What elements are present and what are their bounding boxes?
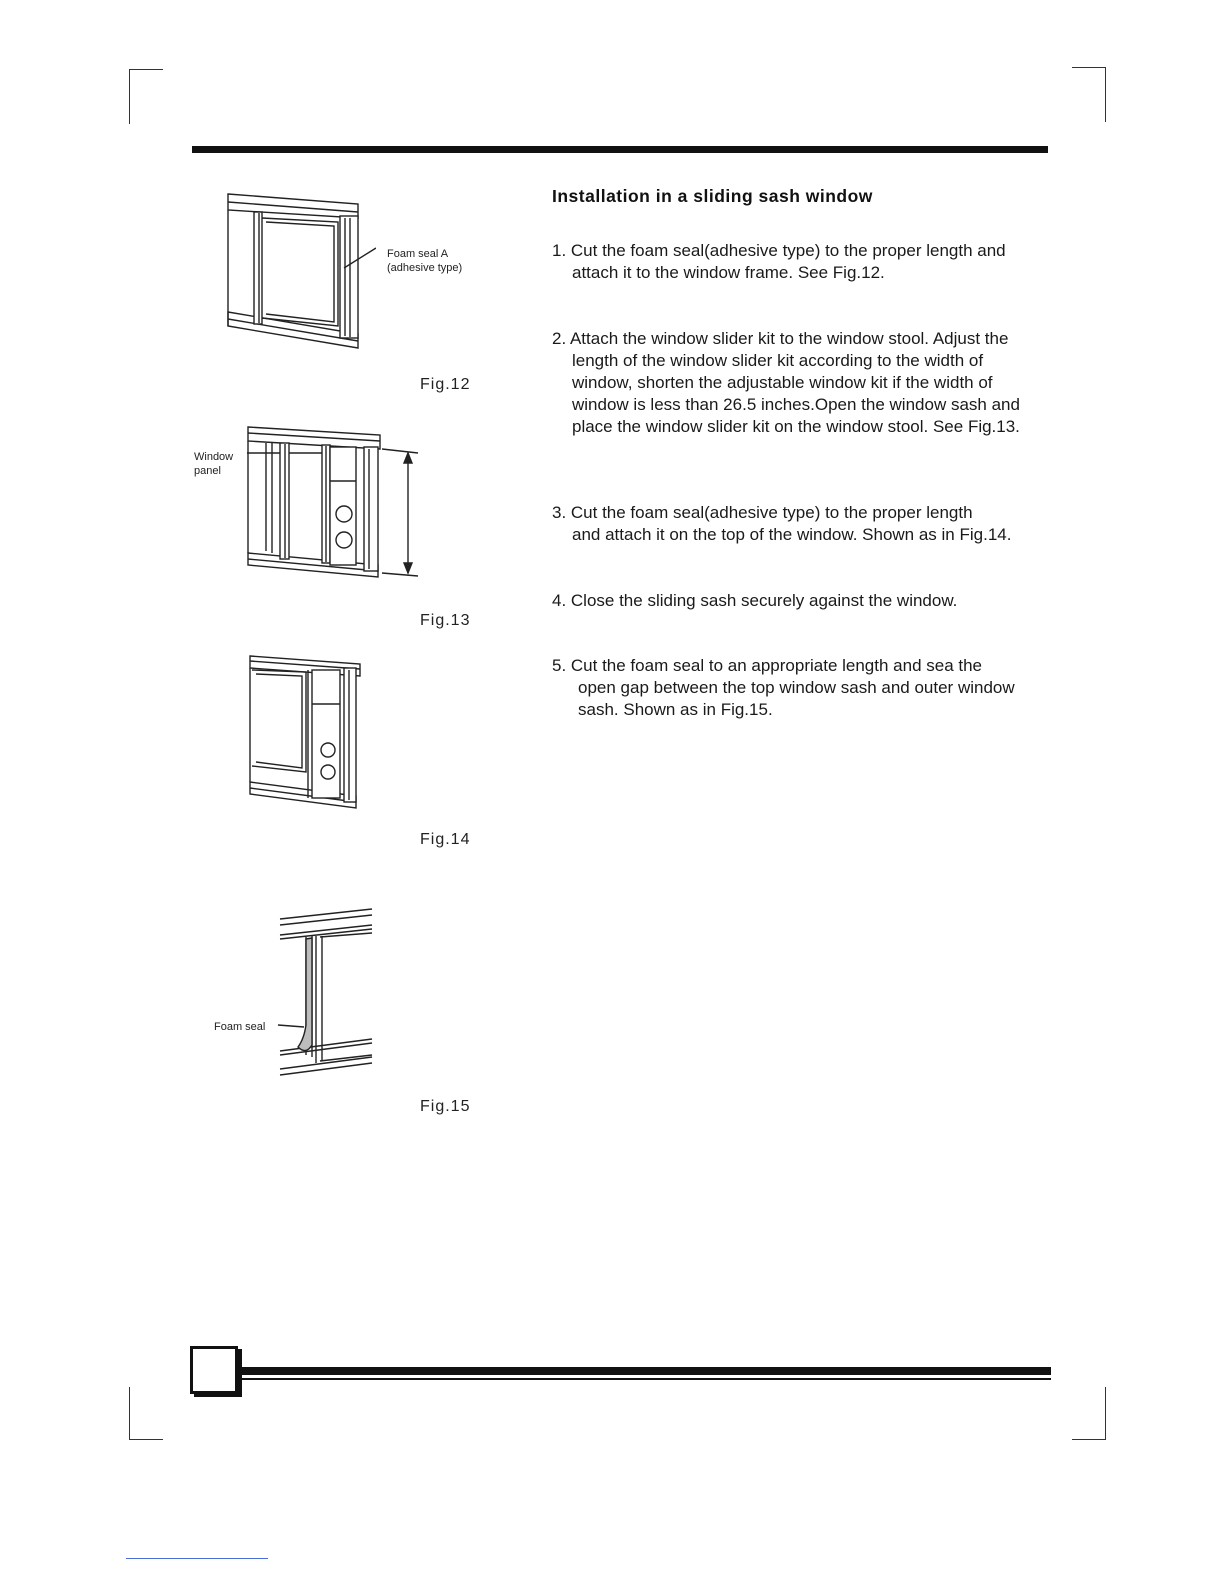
figure-12-callout-line2: (adhesive type): [387, 262, 463, 274]
step-2-line-3: window, shorten the adjustable window kit if the width of: [572, 373, 993, 392]
crop-mark-top-right: [1072, 67, 1106, 122]
figure-13-drawing: [192, 425, 422, 585]
step-4-line-1: 4. Close the sliding sash securely against the window.: [552, 591, 958, 610]
figure-14-drawing: [248, 654, 366, 814]
figure-15-caption: Fig.15: [420, 1098, 471, 1115]
step-5-line-3: sash. Shown as in Fig.15.: [578, 700, 773, 719]
step-2-line-1: 2. Attach the window slider kit to the window stool. Adjust the: [552, 329, 1009, 348]
section-heading: Installation in a sliding sash window: [552, 186, 873, 206]
footer-rule-thin: [236, 1378, 1051, 1380]
step-3-line-1: 3. Cut the foam seal(adhesive type) to the proper length: [552, 503, 973, 522]
step-3-line-2: and attach it on the top of the window. Shown as in Fig.14.: [572, 525, 1012, 544]
footer-underline: [126, 1558, 268, 1559]
figure-13-callout-line1: Window: [194, 451, 234, 463]
step-2-line-4: window is less than 26.5 inches.Open the window sash and: [572, 395, 1020, 414]
step-2-line-2: length of the window slider kit according to the width of: [572, 351, 984, 370]
figure-12-callout-line1: Foam seal A: [387, 248, 449, 260]
page-number-box: [190, 1346, 238, 1394]
header-rule: [192, 146, 1048, 153]
figure-13-caption: Fig.13: [420, 612, 471, 629]
figure-15-callout: Foam seal: [214, 1021, 266, 1033]
figure-13-callout-line2: panel: [194, 465, 221, 477]
step-1-line-1: 1. Cut the foam seal(adhesive type) to the proper length and: [552, 241, 1006, 260]
step-2: [552, 328, 1072, 438]
step-5-line-2: open gap between the top window sash and outer window: [578, 678, 1015, 697]
figure-13-callout: [194, 450, 233, 478]
figure-14-caption: Fig.14: [420, 831, 471, 848]
step-5-line-1: 5. Cut the foam seal to an appropriate length and sea the: [552, 656, 983, 675]
crop-mark-bottom-left: [129, 1387, 163, 1440]
step-5: [552, 655, 1072, 721]
footer-rule: [236, 1367, 1051, 1375]
figure-12-callout: [387, 247, 462, 275]
step-3: [552, 502, 1072, 546]
step-4: [552, 590, 1072, 612]
step-1: [552, 240, 1072, 284]
crop-mark-top-left: [129, 69, 163, 124]
instructions: [552, 186, 1072, 719]
figure-12-drawing: [226, 192, 376, 352]
crop-mark-bottom-right: [1072, 1387, 1106, 1440]
step-2-line-5: place the window slider kit on the window stool. See Fig.13.: [572, 417, 1020, 436]
figure-15-drawing: [270, 905, 380, 1081]
figure-12-caption: Fig.12: [420, 376, 471, 393]
step-1-line-2: attach it to the window frame. See Fig.12.: [572, 263, 885, 282]
